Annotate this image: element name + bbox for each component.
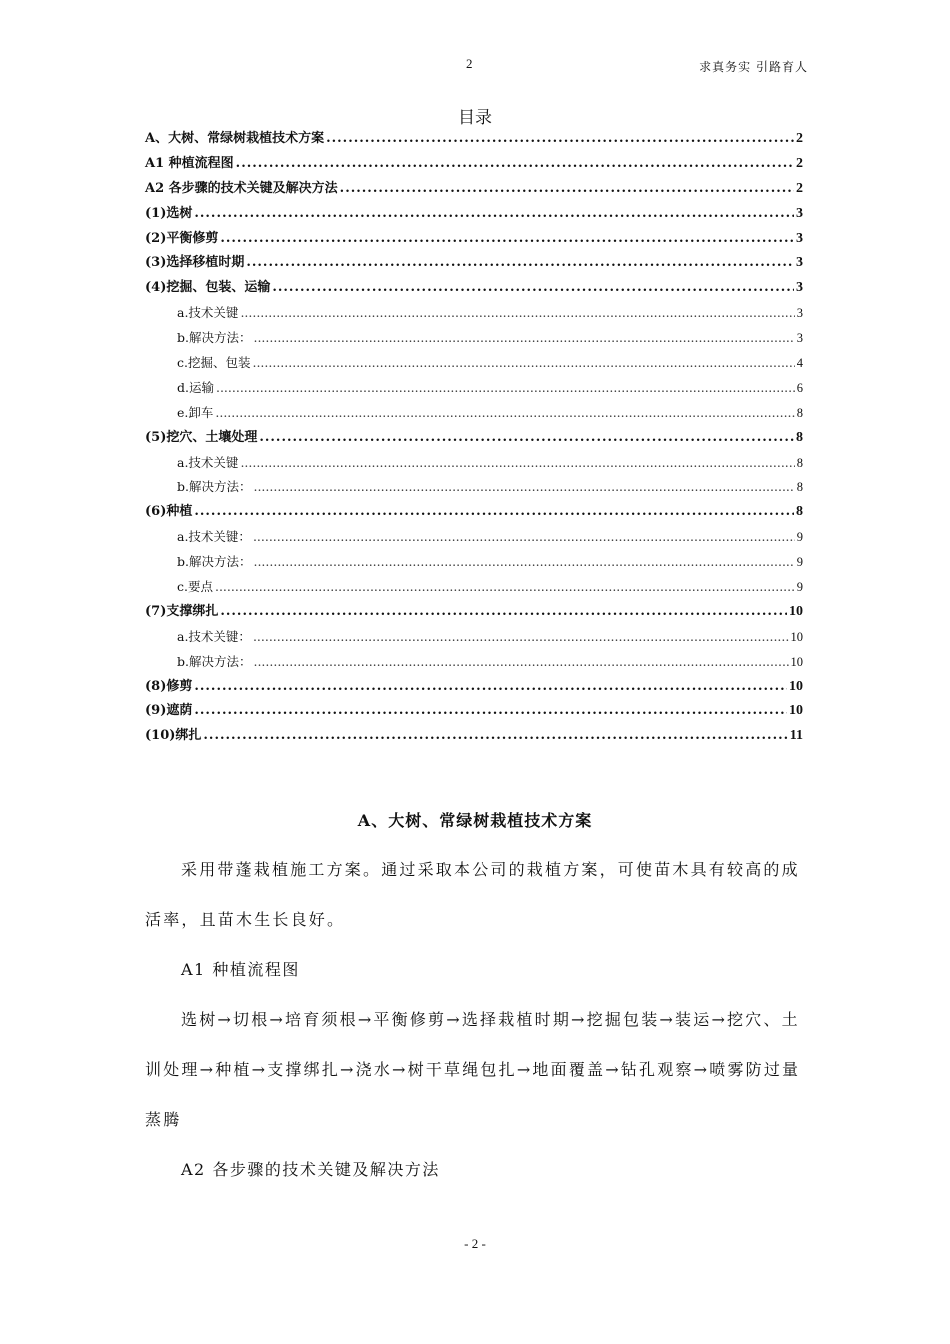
toc-leader-dots [194,500,794,525]
toc-leader-dots [194,202,794,227]
toc-entry[interactable] [145,276,803,301]
toc-entry-page: 9 [796,580,803,595]
toc-entry-page: 11 [789,728,803,744]
toc-entry-label: b.解决方法： [177,653,252,669]
toc-entry-label: (1)选树 [145,205,193,221]
toc-entry-page: 4 [796,356,803,371]
toc-entry-page: 3 [796,205,803,221]
toc-entry[interactable] [145,451,803,476]
toc-leader-dots [253,525,795,550]
toc-entry-label: b.解决方法： [177,479,252,495]
toc-leader-dots [253,625,789,650]
toc-entry-label: (10)绑扎 [145,728,202,744]
toc-leader-dots [272,276,794,301]
toc-entry[interactable] [145,351,803,376]
toc-entry-page: 6 [796,380,803,395]
toc-entry-page: 10 [789,603,803,619]
toc-entry-label: e.卸车 [177,404,214,420]
toc-entry-page: 10 [790,629,803,644]
toc-leader-dots [220,227,794,252]
toc-entry[interactable] [145,500,803,525]
paragraph-process-flow: 选树→切根→培育须根→平衡修剪→选择栽植时期→挖掘包装→装运→挖穴、土训处理→种植→支撑绑扎→浇水→树干草绳包扎→地面覆盖→钻孔观察→喷雾防过量蒸腾 [145,1010,801,1129]
toc-entry-label: A2 各步骤的技术关键及解决方法 [145,180,338,196]
header-page-number: 2 [466,56,473,71]
toc-entry-label: (5)挖穴、土壤处理 [145,429,258,445]
toc-leader-dots [326,127,794,152]
toc-leader-dots [340,177,794,202]
toc-entry-page: 2 [796,180,803,196]
toc-entry-page: 8 [796,504,803,520]
table-of-contents [145,127,803,749]
toc-entry[interactable] [145,251,803,276]
toc-entry-page: 9 [796,555,803,570]
toc-leader-dots [220,600,787,625]
subheading-a1: A1 种植流程图 [181,960,300,979]
toc-entry-page: 3 [796,230,803,246]
toc-entry[interactable] [145,475,803,500]
toc-leader-dots [215,401,794,426]
paragraph-intro: 采用带蓬栽植施工方案。通过采取本公司的栽植方案，可使苗木具有较高的成活率，且苗木生长良好。 [145,860,800,929]
toc-entry-label: A、大树、常绿树栽植技术方案 [145,131,325,146]
toc-leader-dots [253,326,794,351]
toc-leader-dots [253,550,794,575]
toc-entry-page: 3 [796,255,803,271]
toc-leader-dots [253,475,794,500]
toc-leader-dots [240,301,794,326]
toc-leader-dots [203,724,787,749]
toc-entry-label: (3)选择移植时期 [145,255,245,271]
toc-entry[interactable] [145,426,803,451]
toc-entry[interactable] [145,227,803,252]
toc-entry-page: 3 [796,280,803,296]
toc-leader-dots [194,699,787,724]
toc-leader-dots [259,426,794,451]
toc-entry[interactable] [145,202,803,227]
toc-entry[interactable] [145,401,803,426]
toc-leader-dots [194,675,787,700]
toc-entry-label: d.运输 [177,379,214,395]
toc-entry-label: a.技术关键： [177,529,251,545]
toc-entry[interactable] [145,376,803,401]
toc-entry[interactable] [145,600,803,625]
toc-entry-page: 2 [796,155,803,171]
toc-entry[interactable] [145,301,803,326]
toc-entry[interactable] [145,525,803,550]
toc-entry-page: 3 [796,331,803,346]
toc-entry-label: a.技术关键 [177,305,239,321]
toc-entry-label: (2)平衡修剪 [145,230,219,246]
toc-entry-label: (4)挖掘、包装、运输 [145,280,271,296]
toc-entry[interactable] [145,550,803,575]
toc-entry-page: 8 [796,455,803,470]
toc-leader-dots [216,376,795,401]
toc-entry-label: a.技术关键 [177,454,239,470]
toc-entry-page: 10 [789,678,803,694]
toc-entry-label: b.解决方法： [177,554,252,570]
toc-entry-label: b.解决方法： [177,330,252,346]
toc-entry[interactable] [145,675,803,700]
toc-entry-page: 2 [796,131,803,146]
toc-entry-page: 8 [796,405,803,420]
section-heading: A、大树、常绿树栽植技术方案 [357,811,593,830]
toc-entry-label: c.挖掘、包装 [177,355,251,371]
toc-entry-label: (8)修剪 [145,678,193,694]
toc-leader-dots [246,251,794,276]
toc-entry-page: 10 [790,654,803,669]
toc-entry-label: c.要点 [177,579,213,595]
toc-entry[interactable] [145,650,803,675]
toc-entry[interactable] [145,127,803,152]
header-motto: 求真务实 引路育人 [699,60,808,74]
toc-entry[interactable] [145,724,803,749]
toc-entry-label: (6)种植 [145,504,193,520]
toc-entry[interactable] [145,699,803,724]
toc-entry[interactable] [145,177,803,202]
toc-leader-dots [252,351,794,376]
toc-entry[interactable] [145,326,803,351]
toc-leader-dots [215,575,795,600]
toc-entry-page: 10 [789,703,803,719]
toc-entry-label: a.技术关键： [177,628,251,644]
toc-entry-page: 3 [796,306,803,321]
toc-leader-dots [253,650,788,675]
toc-entry[interactable] [145,625,803,650]
toc-leader-dots [236,152,794,177]
subheading-a2: A2 各步骤的技术关键及解决方法 [181,1160,440,1179]
toc-entry-label: (9)遮荫 [145,703,193,719]
toc-entry[interactable] [145,575,803,600]
toc-leader-dots [240,451,794,476]
toc-title: 目录 [458,108,492,128]
toc-entry-page: 8 [796,480,803,495]
toc-entry-page: 8 [796,429,803,445]
toc-entry-label: A1 种植流程图 [145,155,234,171]
toc-entry[interactable] [145,152,803,177]
footer-page-number: - 2 - [464,1236,486,1251]
toc-entry-page: 9 [796,530,803,545]
toc-entry-label: (7)支撑绑扎 [145,603,219,619]
